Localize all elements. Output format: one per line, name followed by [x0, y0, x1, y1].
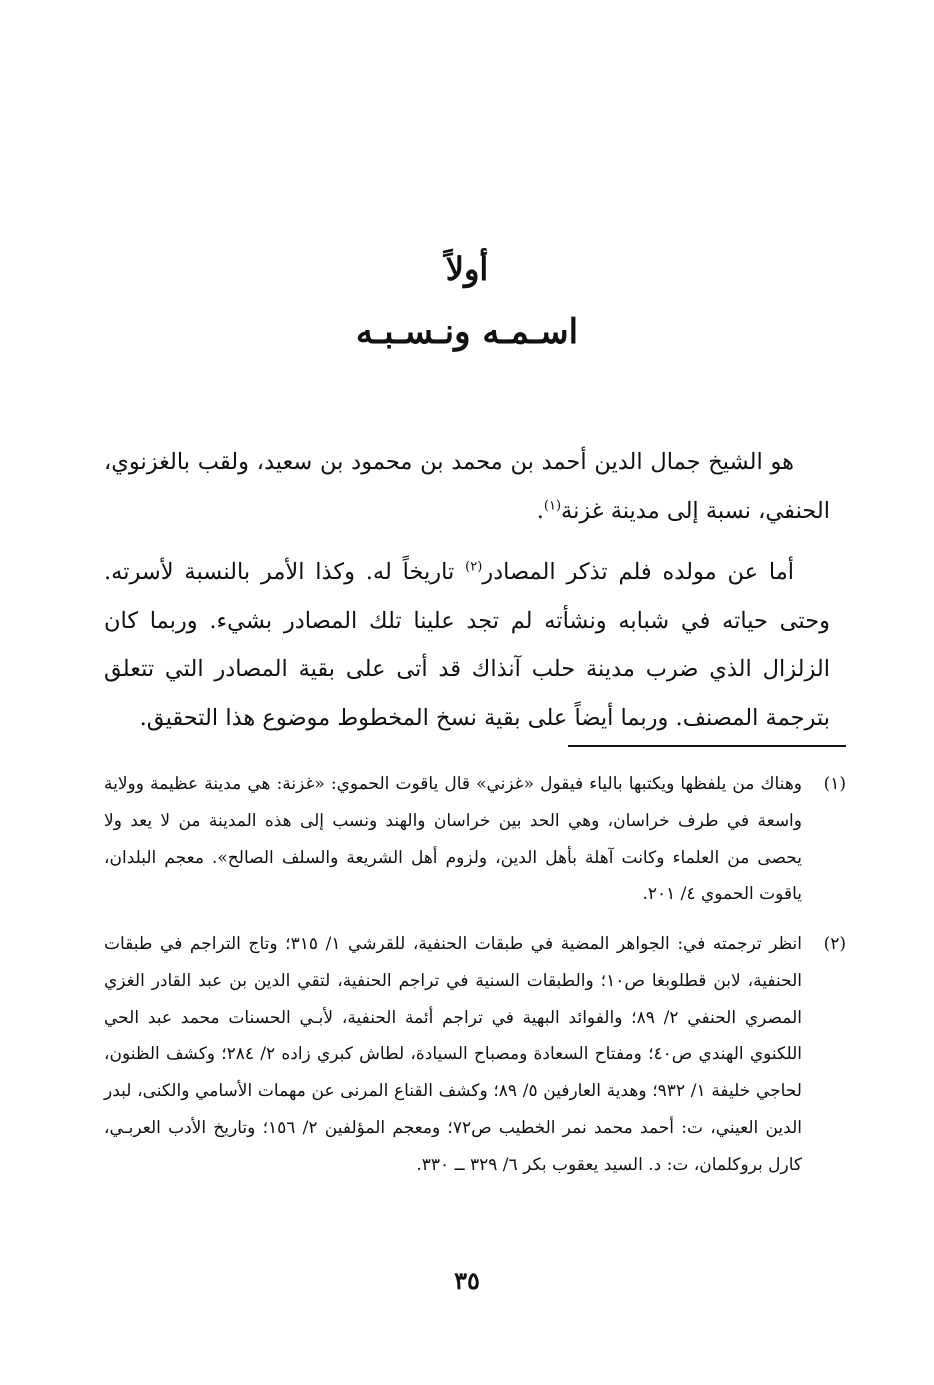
footnote-2 — [104, 926, 846, 1184]
section-title: اسـمـه ونـسـبـه — [355, 312, 579, 352]
section-heading: أولاً — [445, 250, 489, 288]
footnote-2-number: (٢) — [823, 934, 846, 954]
footnote-divider — [568, 745, 846, 747]
footnote-ref-1: (١) — [543, 498, 562, 513]
paragraph-1-text: هو الشيخ جمال الدين أحمد بن محمد بن محمود بن سعيد، ولقب بالغزنوي، الحنفي، نسبة إلى مدينة غزنة — [104, 449, 830, 524]
paragraph-1-end: . — [536, 497, 544, 524]
footnote-1-text: وهناك من يلفظها ويكتبها بالياء فيقول «غزني» قال ياقوت الحموي: «غزنة: هي مدينة عظيمة وولاية واسعة في طرف خراسان، وهي الحد بين خراسان والهند ونسب إلى هذه المدينة من لا يعد ولا يحصى من العلماء وكانت آهلة بأهل الدين، ولزوم أهل الشريعة والسلف الصالح». معجم البلدان، ياقوت الحموي ٤/ ٢٠١. — [104, 774, 802, 905]
body-paragraph-2 — [104, 548, 830, 742]
paragraph-2-text-b: تاريخاً له. وكذا الأمر بالنسبة لأسرته. وحتى حياته في شبابه ونشأته لم تجد علينا تلك المصادر بشيء. وربما كان الزلزال الذي ضرب مدينة حلب آنذاك قد أتى على بقية المصادر التي تتعلق بترجمة المصنف. وربما أيضاً على بقية نسخ المخطوط موضوع هذا التحقيق. — [104, 559, 830, 731]
footnote-2-text: انظر ترجمته في: الجواهر المضية في طبقات الحنفية، للقرشي ١/ ٣١٥؛ وتاج التراجم في طبقات الحنفية، لابن قطلوبغا ص١٠؛ والطبقات السنية في تراجم الحنفية، لتقي الدين بن عبد القادر الغزي المصري الحنفي ٢/ ٨٩؛ والفوائد البهية في تراجم أئمة الحنفية، لأبـي الحسنات محمد عبد الحي اللكنوي الهندي ص٤٠؛ ومفتاح السعادة ومصباح السيادة، لطاش كبري زاده ٢/ ٢٨٤؛ وكشف الظنون، لحاجي خليفة ١/ ٩٣٢؛ وهدية العارفين ٥/ ٨٩؛ وكشف القناع المرنى عن مهمات الأسامي والكنى، لبدر الدين العيني، ت: أحمد محمد نمر الخطيب ص٧٢؛ ومعجم المؤلفين ٢/ ١٥٦؛ وتاريخ الأدب العربـي، كارل بروكلمان، ت: د. السيد يعقوب بكر ٦/ ٣٢٩ ــ ٣٣٠. — [104, 934, 803, 1175]
footnote-1 — [104, 766, 846, 913]
paragraph-2-text-a: أما عن مولده فلم تذكر المصادر — [482, 559, 794, 585]
footnote-ref-2: (٢) — [465, 559, 483, 575]
body-paragraph-1 — [104, 438, 830, 535]
footnote-1-number: (١) — [823, 774, 846, 794]
page-number: ٣٥ — [454, 1266, 480, 1295]
